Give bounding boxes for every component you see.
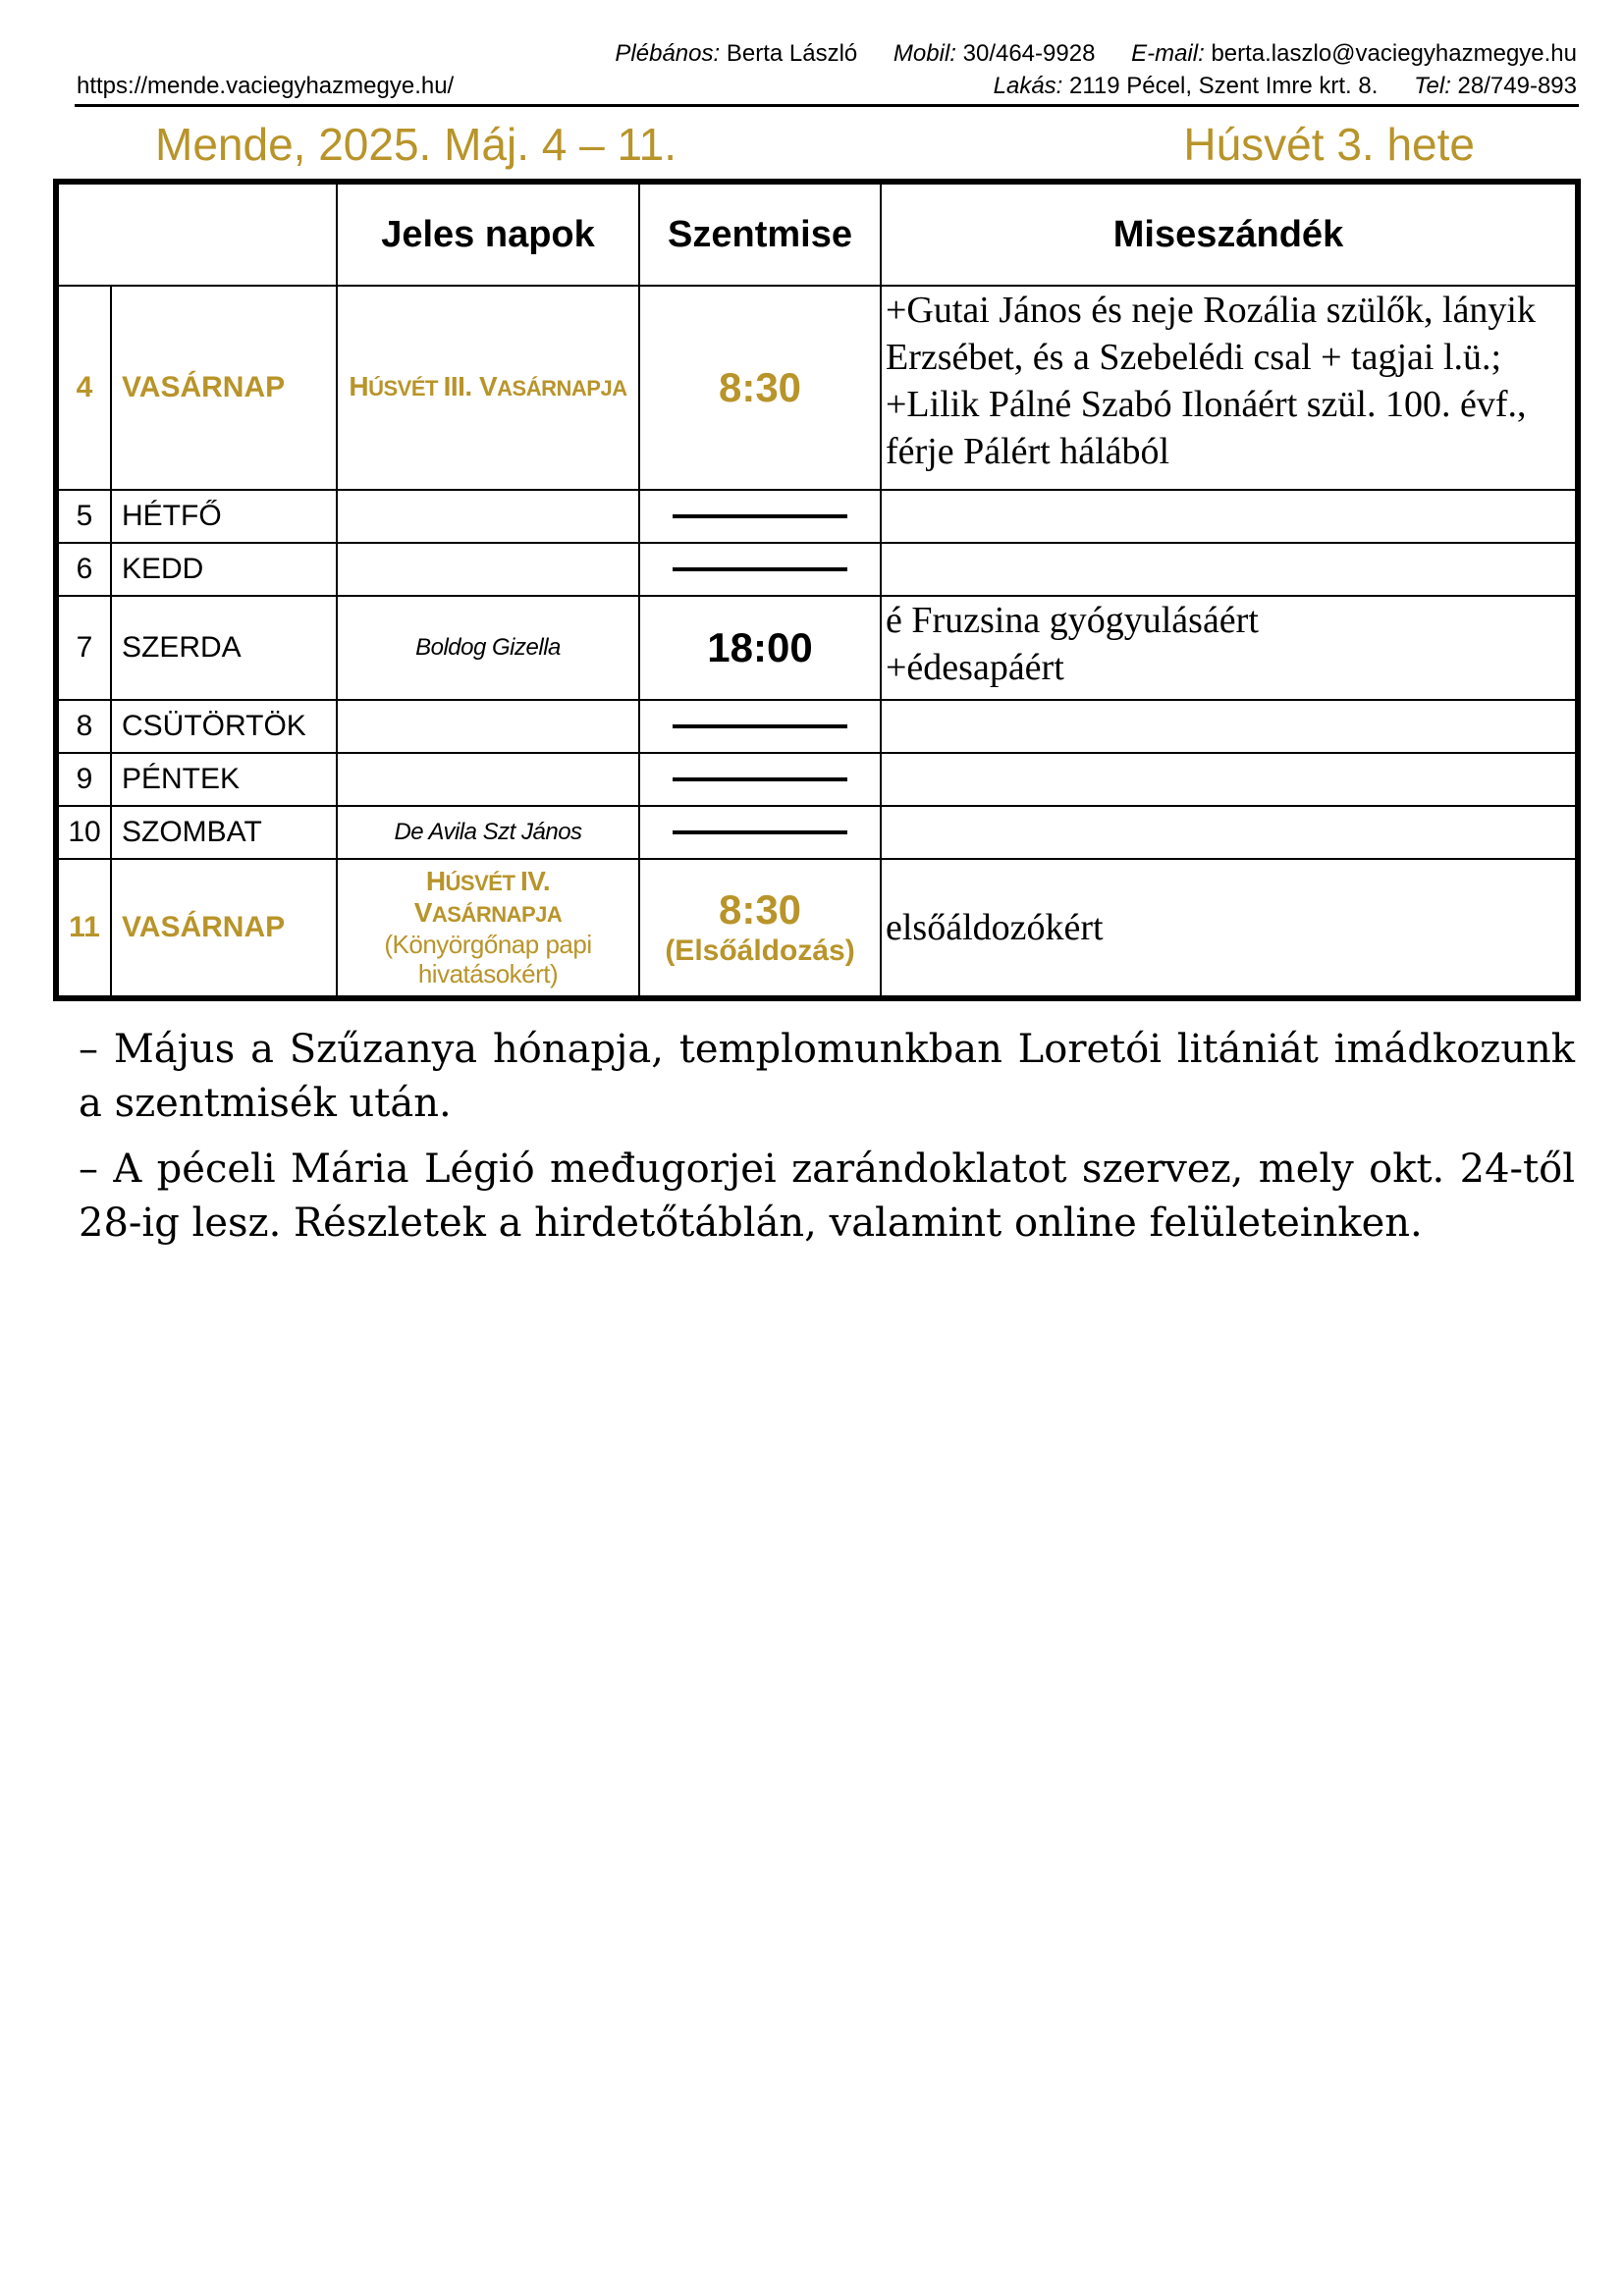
table-row <box>56 806 1578 859</box>
header-intention: Miseszándék <box>881 182 1578 286</box>
day-name: CSÜTÖRTÖK <box>111 700 337 753</box>
announcements <box>79 1023 1575 1262</box>
feast-name: HÚSVÉT III. VASÁRNAPJA <box>337 286 639 490</box>
feast-name <box>337 700 639 753</box>
mass-time-none <box>639 700 881 753</box>
mobile-number: 30/464-9928 <box>962 40 1096 67</box>
pastor-name: Berta László <box>726 40 858 67</box>
day-name: SZOMBAT <box>111 806 337 859</box>
pastor-label: Plébános: <box>615 40 721 67</box>
mass-time-none <box>639 806 881 859</box>
feast-name <box>337 543 639 596</box>
day-number: 7 <box>56 596 111 700</box>
day-number: 8 <box>56 700 111 753</box>
email-label: E-mail: <box>1131 40 1205 67</box>
announcement-item: – Május a Szűzanya hónapja, templomunkban Loretói litániát imádkozunk a szentmisék után. <box>79 1027 1575 1126</box>
mass-intention <box>881 543 1578 596</box>
table-row <box>56 753 1578 806</box>
day-number: 4 <box>56 286 111 490</box>
mass-intention: é Fruzsina gyógyulásáért +édesapáért <box>881 596 1578 700</box>
day-number: 10 <box>56 806 111 859</box>
header-blank <box>56 182 337 286</box>
liturgical-week: Húsvét 3. hete <box>1183 119 1475 170</box>
day-name: VASÁRNAP <box>111 286 337 490</box>
header-mass: Szentmise <box>639 182 881 286</box>
day-name: KEDD <box>111 543 337 596</box>
feast-name <box>337 490 639 543</box>
day-number: 5 <box>56 490 111 543</box>
mass-time-none <box>639 753 881 806</box>
feast-name: HÚSVÉT IV. VASÁRNAPJA (Könyörgőnap papi hivatásokért) <box>337 859 639 998</box>
tel-number: 28/749-893 <box>1457 73 1577 99</box>
mass-intention: elsőáldozókért <box>881 859 1578 998</box>
mass-time: 18:00 <box>639 596 881 700</box>
table-row <box>56 286 1578 490</box>
table-row <box>56 490 1578 543</box>
header-address-line <box>77 72 1577 101</box>
header-divider <box>75 104 1579 107</box>
mass-intention: +Gutai János és neje Rozália szülők, lányik Erzsébet, és a Szebelédi csal + tagjai l.ü.; +Lilik Pálné Szabó Ilonáért szül. 100. évf., férje Pálért hálából <box>881 286 1578 490</box>
header-feast: Jeles napok <box>337 182 639 286</box>
no-mass-dash <box>673 830 847 834</box>
mass-time: 8:30 (Elsőáldozás) <box>639 859 881 998</box>
no-mass-dash <box>673 514 847 518</box>
mass-time-none <box>639 490 881 543</box>
table-header-row <box>56 182 1578 286</box>
feast-name: De Avila Szt János <box>337 806 639 859</box>
day-number: 9 <box>56 753 111 806</box>
table-row <box>56 596 1578 700</box>
schedule-table <box>53 179 1581 1001</box>
table-row <box>56 859 1578 998</box>
address: 2119 Pécel, Szent Imre krt. 8. <box>1069 73 1379 99</box>
day-name: PÉNTEK <box>111 753 337 806</box>
website-link[interactable]: https://mende.vaciegyhazmegye.hu/ <box>77 73 455 99</box>
email-link[interactable]: berta.laszlo@vaciegyhazmegye.hu <box>1211 40 1577 67</box>
day-name: HÉTFŐ <box>111 490 337 543</box>
day-name: SZERDA <box>111 596 337 700</box>
mass-intention <box>881 700 1578 753</box>
announcement-item: – A péceli Mária Légió međugorjei zarándoklatot szervez, mely okt. 24-től 28-ig lesz. Részletek a hirdetőtáblán, valamint online felületeinken. <box>79 1147 1575 1246</box>
mass-intention <box>881 490 1578 543</box>
header-contact-line <box>77 39 1577 69</box>
table-row <box>56 700 1578 753</box>
day-name: VASÁRNAP <box>111 859 337 998</box>
day-number: 6 <box>56 543 111 596</box>
mass-intention <box>881 753 1578 806</box>
tel-label: Tel: <box>1414 73 1451 99</box>
feast-name: Boldog Gizella <box>337 596 639 700</box>
address-block <box>994 72 1577 101</box>
feast-name <box>337 753 639 806</box>
no-mass-dash <box>673 724 847 728</box>
day-number: 11 <box>56 859 111 998</box>
no-mass-dash <box>673 567 847 571</box>
table-row <box>56 543 1578 596</box>
page-title: Mende, 2025. Máj. 4 – 11. <box>155 119 677 170</box>
address-label: Lakás: <box>993 73 1063 99</box>
mass-intention <box>881 806 1578 859</box>
no-mass-dash <box>673 777 847 781</box>
mobile-label: Mobil: <box>893 40 956 67</box>
mass-time-none <box>639 543 881 596</box>
mass-time: 8:30 <box>639 286 881 490</box>
